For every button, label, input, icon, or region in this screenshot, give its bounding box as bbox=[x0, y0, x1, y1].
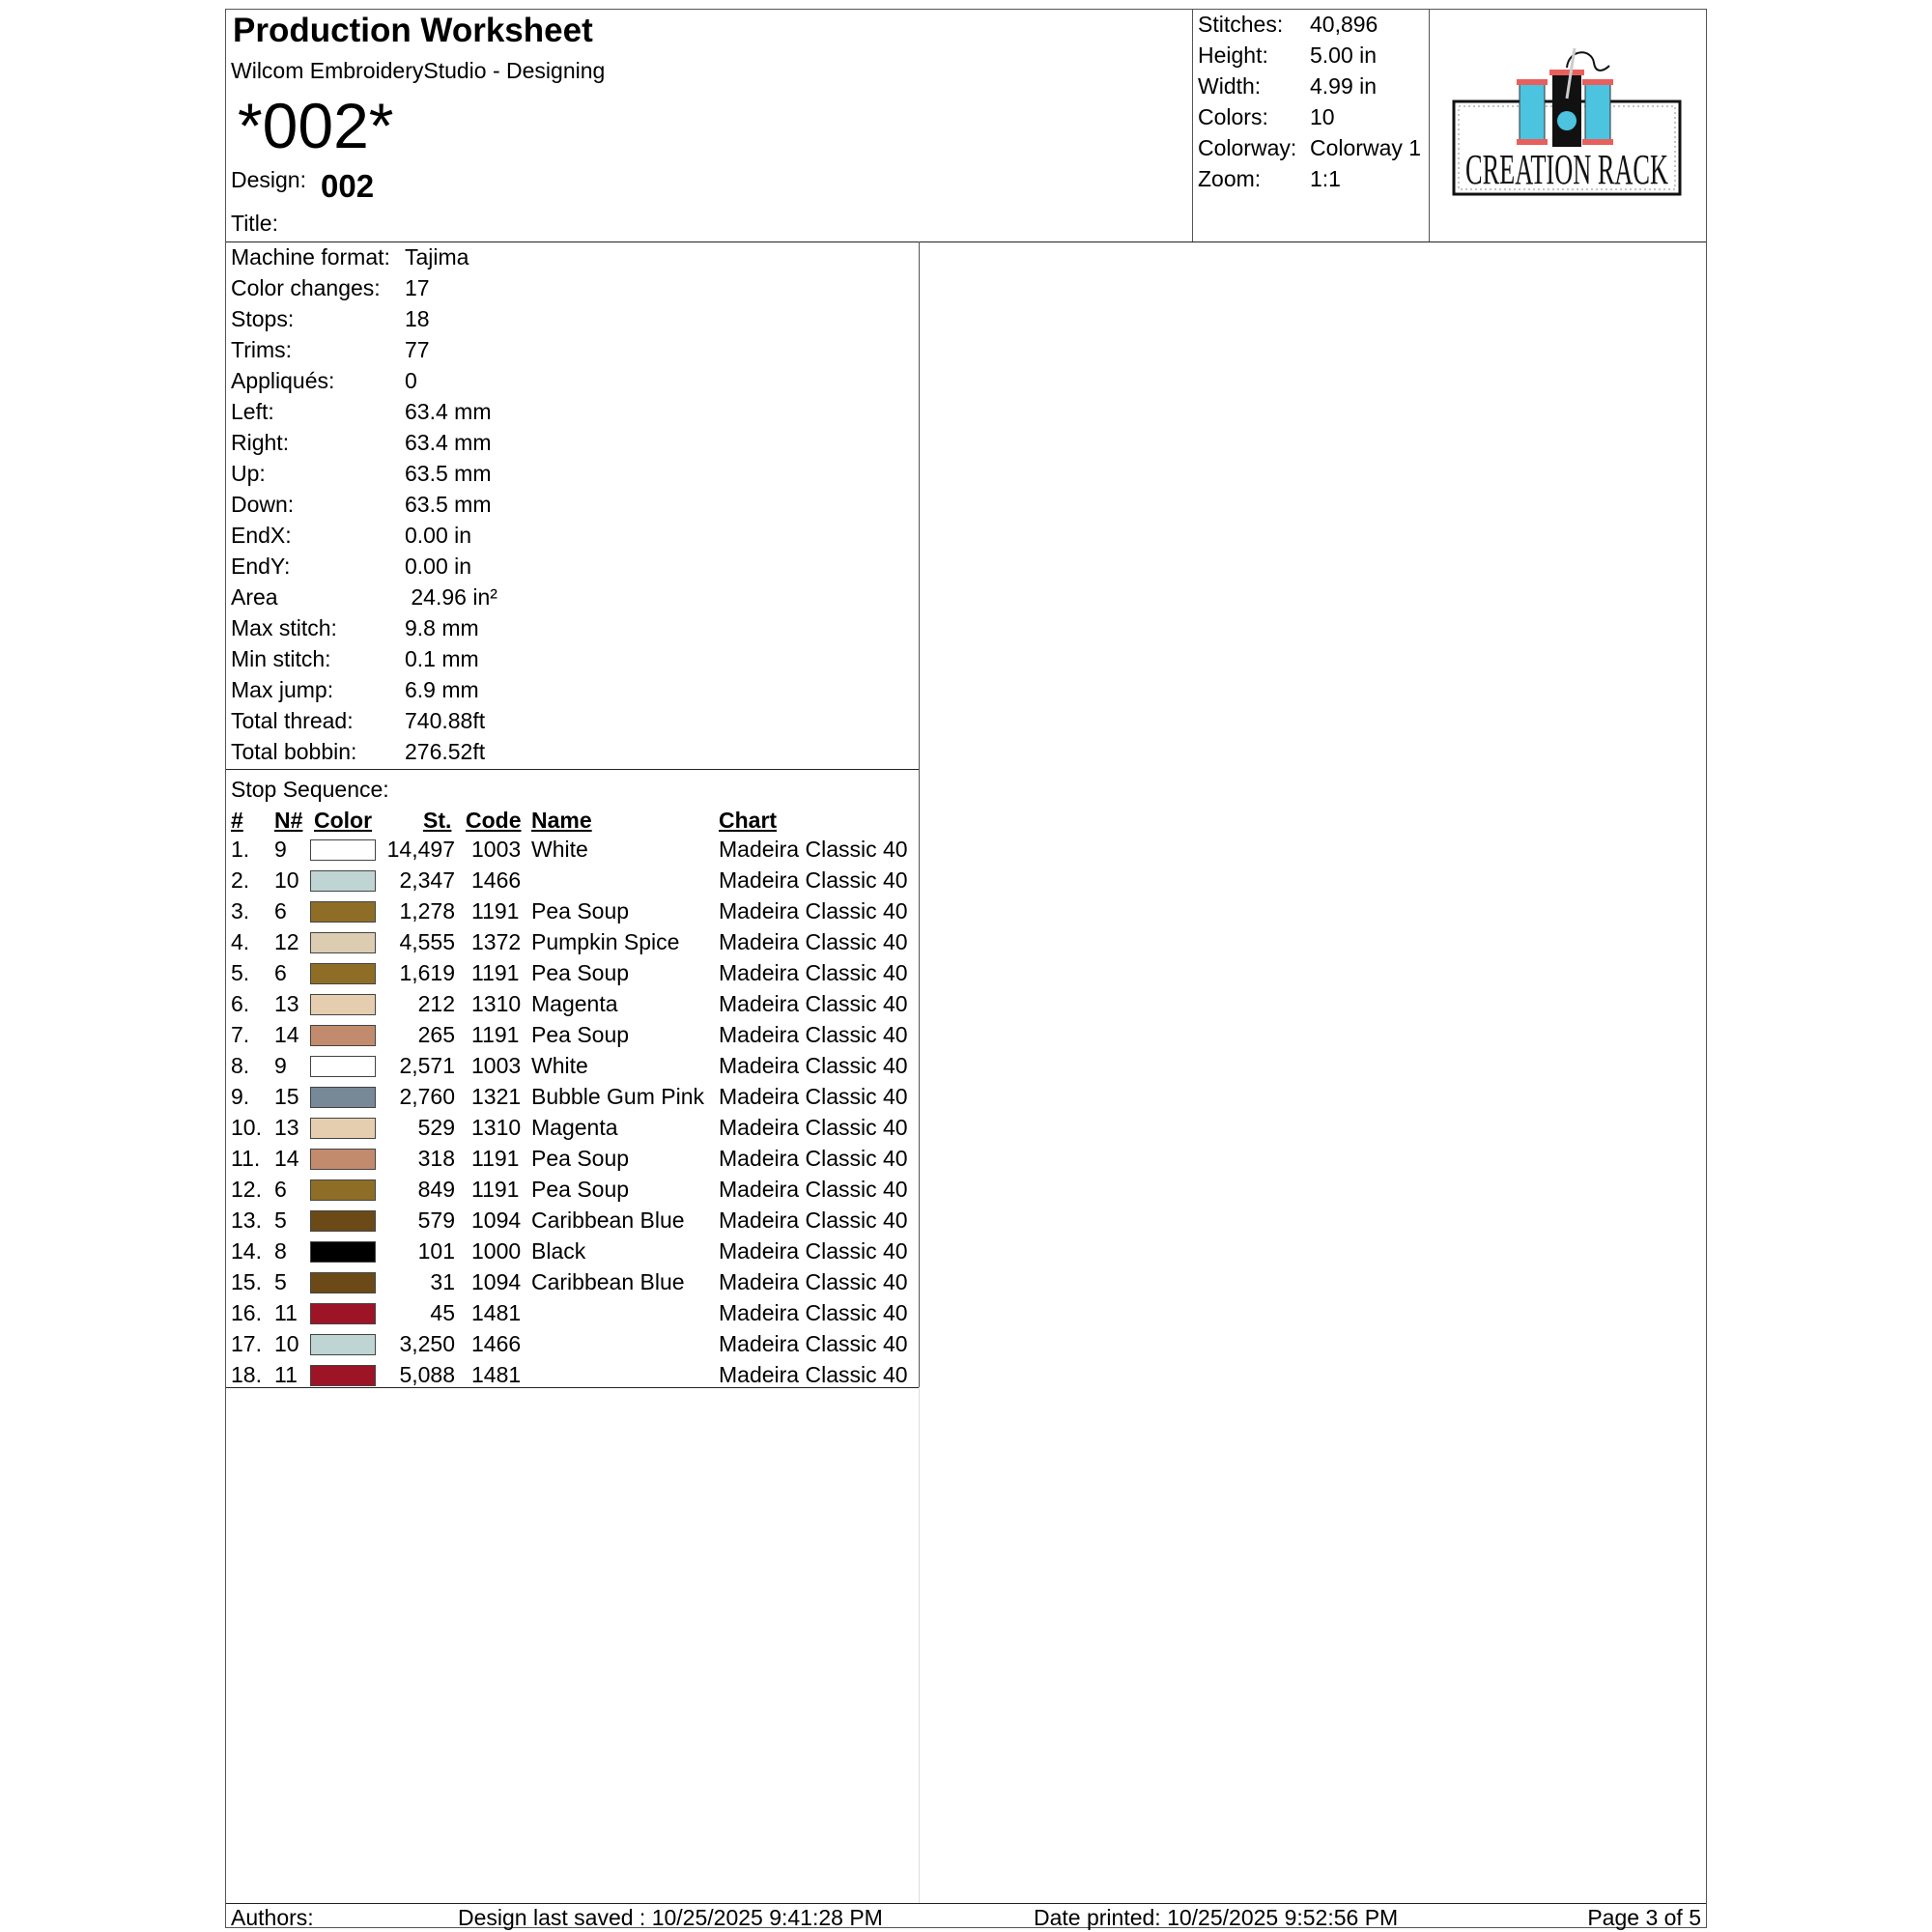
design-code-large: *002* bbox=[238, 90, 394, 161]
thread-name: Caribbean Blue bbox=[531, 1269, 685, 1294]
stop-number: 9. bbox=[231, 1084, 250, 1109]
stitch-count: 849 bbox=[417, 1177, 455, 1202]
thread-code: 1481 bbox=[471, 1362, 522, 1387]
thread-name: Magenta bbox=[531, 1115, 618, 1140]
needle-number: 9 bbox=[274, 837, 287, 862]
color-swatch bbox=[310, 1303, 376, 1324]
stitch-count: 5,088 bbox=[399, 1362, 455, 1387]
stop-row bbox=[226, 1238, 919, 1269]
stop-row bbox=[226, 1084, 919, 1115]
color-swatch bbox=[310, 1118, 376, 1139]
design-value: 002 bbox=[321, 168, 375, 204]
color-swatch bbox=[310, 1272, 376, 1293]
worksheet-title: Production Worksheet bbox=[233, 12, 593, 49]
needle-number: 11 bbox=[274, 1362, 298, 1387]
detail-row: Stops: 18 bbox=[231, 306, 430, 331]
col-header-name: Name bbox=[531, 808, 592, 833]
stop-row bbox=[226, 1146, 919, 1177]
detail-row: Down: 63.5 mm bbox=[231, 492, 492, 517]
summary-row: Width: 4.99 in bbox=[1198, 73, 1378, 99]
stitch-count: 101 bbox=[417, 1238, 455, 1264]
stop-number: 5. bbox=[231, 960, 250, 985]
stop-number: 11. bbox=[231, 1146, 261, 1171]
stop-number: 1. bbox=[231, 837, 250, 862]
thread-code: 1000 bbox=[471, 1238, 522, 1264]
thread-chart: Madeira Classic 40 bbox=[719, 1238, 908, 1264]
detail-row: Area 24.96 in² bbox=[231, 584, 497, 610]
thread-code: 1191 bbox=[471, 898, 520, 923]
detail-row: EndX: 0.00 in bbox=[231, 523, 472, 548]
design-label: Design: bbox=[231, 167, 306, 192]
thread-name: Black bbox=[531, 1238, 586, 1264]
header-design-info bbox=[226, 10, 1192, 242]
summary-row: Zoom: 1:1 bbox=[1198, 166, 1341, 191]
stop-number: 7. bbox=[231, 1022, 250, 1047]
stop-number: 14. bbox=[231, 1238, 262, 1264]
thread-chart: Madeira Classic 40 bbox=[719, 960, 908, 985]
col-header-color: Color bbox=[314, 808, 373, 833]
color-swatch bbox=[310, 870, 376, 892]
thread-code: 1191 bbox=[471, 1022, 520, 1047]
detail-row: Total bobbin: 276.52ft bbox=[231, 739, 486, 764]
stop-number: 16. bbox=[231, 1300, 262, 1325]
stitch-count: 529 bbox=[417, 1115, 455, 1140]
color-swatch bbox=[310, 1210, 376, 1232]
stop-row bbox=[226, 1208, 919, 1238]
stop-row bbox=[226, 898, 919, 929]
color-swatch bbox=[310, 994, 376, 1015]
stitch-count: 3,250 bbox=[399, 1331, 455, 1356]
color-swatch bbox=[310, 1365, 376, 1386]
thread-chart: Madeira Classic 40 bbox=[719, 1269, 908, 1294]
thread-chart: Madeira Classic 40 bbox=[719, 837, 908, 862]
stitch-count: 2,347 bbox=[399, 867, 455, 893]
thread-name: White bbox=[531, 837, 588, 862]
stop-number: 18. bbox=[231, 1362, 262, 1387]
design-preview-area bbox=[920, 242, 1706, 1903]
title-label: Title: bbox=[231, 211, 278, 236]
needle-number: 14 bbox=[274, 1146, 299, 1171]
stop-number: 12. bbox=[231, 1177, 262, 1202]
thread-chart: Madeira Classic 40 bbox=[719, 1115, 908, 1140]
thread-code: 1094 bbox=[471, 1269, 522, 1294]
worksheet-header bbox=[226, 10, 1706, 242]
detail-row: Right: 63.4 mm bbox=[231, 430, 492, 455]
color-swatch bbox=[310, 839, 376, 861]
needle-number: 5 bbox=[274, 1269, 287, 1294]
detail-row: Color changes: 17 bbox=[231, 275, 430, 300]
thread-chart: Madeira Classic 40 bbox=[719, 929, 908, 954]
col-header-code: Code bbox=[466, 808, 522, 833]
thread-name: Caribbean Blue bbox=[531, 1208, 685, 1233]
col-header-stitches: St. bbox=[423, 808, 452, 833]
blank-area bbox=[226, 1387, 920, 1903]
stitch-count: 4,555 bbox=[399, 929, 455, 954]
thread-code: 1191 bbox=[471, 960, 520, 985]
thread-chart: Madeira Classic 40 bbox=[719, 1208, 908, 1233]
detail-row: Min stitch: 0.1 mm bbox=[231, 646, 479, 671]
thread-chart: Madeira Classic 40 bbox=[719, 1022, 908, 1047]
logo-text: CREATION RACK bbox=[1465, 146, 1669, 193]
thread-code: 1466 bbox=[471, 867, 522, 893]
needle-number: 10 bbox=[274, 867, 299, 893]
thread-name: Pumpkin Spice bbox=[531, 929, 680, 954]
stop-number: 10. bbox=[231, 1115, 262, 1140]
detail-row: EndY: 0.00 in bbox=[231, 554, 472, 579]
color-swatch bbox=[310, 963, 376, 984]
detail-row: Max jump: 6.9 mm bbox=[231, 677, 479, 702]
thread-code: 1191 bbox=[471, 1146, 520, 1171]
stitch-count: 14,497 bbox=[386, 837, 455, 862]
stop-number: 6. bbox=[231, 991, 250, 1016]
stop-row bbox=[226, 837, 919, 867]
worksheet-footer bbox=[226, 1903, 1706, 1929]
color-swatch bbox=[310, 1179, 376, 1201]
needle-number: 6 bbox=[274, 1177, 287, 1202]
thread-chart: Madeira Classic 40 bbox=[719, 1362, 908, 1387]
thread-name: Magenta bbox=[531, 991, 618, 1016]
machine-details bbox=[226, 242, 920, 770]
detail-row: Total thread: 740.88ft bbox=[231, 708, 486, 733]
stop-number: 13. bbox=[231, 1208, 262, 1233]
authors-label: Authors: bbox=[231, 1905, 314, 1930]
thread-code: 1310 bbox=[471, 991, 522, 1016]
stitch-count: 45 bbox=[430, 1300, 455, 1325]
stop-row bbox=[226, 1022, 919, 1053]
color-swatch bbox=[310, 1025, 376, 1046]
application-name: Wilcom EmbroideryStudio - Designing bbox=[231, 58, 606, 83]
stitch-count: 318 bbox=[417, 1146, 455, 1171]
thread-chart: Madeira Classic 40 bbox=[719, 1053, 908, 1078]
detail-row: Trims: 77 bbox=[231, 337, 430, 362]
thread-code: 1466 bbox=[471, 1331, 522, 1356]
page-number: Page 3 of 5 bbox=[1587, 1905, 1701, 1930]
stop-sequence-label: Stop Sequence: bbox=[231, 777, 389, 802]
stop-number: 4. bbox=[231, 929, 250, 954]
stop-number: 15. bbox=[231, 1269, 262, 1294]
needle-number: 13 bbox=[274, 991, 299, 1016]
stop-sequence-table bbox=[226, 769, 920, 1388]
logo-graphic bbox=[1430, 10, 1707, 242]
thread-chart: Madeira Classic 40 bbox=[719, 898, 908, 923]
detail-row: Max stitch: 9.8 mm bbox=[231, 615, 479, 640]
summary-row: Stitches: 40,896 bbox=[1198, 12, 1378, 37]
summary-row: Colors: 10 bbox=[1198, 104, 1335, 129]
color-swatch bbox=[310, 901, 376, 923]
color-swatch bbox=[310, 1087, 376, 1108]
creation-rack-logo bbox=[1429, 10, 1707, 242]
stop-row bbox=[226, 1331, 919, 1362]
thread-name: Bubble Gum Pink bbox=[531, 1084, 704, 1109]
thread-chart: Madeira Classic 40 bbox=[719, 1300, 908, 1325]
stitch-count: 2,571 bbox=[399, 1053, 455, 1078]
needle-number: 11 bbox=[274, 1300, 298, 1325]
stop-row bbox=[226, 929, 919, 960]
needle-number: 13 bbox=[274, 1115, 299, 1140]
color-swatch bbox=[310, 1241, 376, 1263]
stitch-count: 1,278 bbox=[399, 898, 455, 923]
needle-number: 6 bbox=[274, 898, 287, 923]
needle-number: 5 bbox=[274, 1208, 287, 1233]
detail-row: Machine format: Tajima bbox=[231, 244, 469, 270]
thread-chart: Madeira Classic 40 bbox=[719, 991, 908, 1016]
detail-row: Appliqués: 0 bbox=[231, 368, 417, 393]
production-worksheet bbox=[225, 9, 1707, 1928]
thread-chart: Madeira Classic 40 bbox=[719, 867, 908, 893]
needle-number: 14 bbox=[274, 1022, 299, 1047]
thread-code: 1372 bbox=[471, 929, 522, 954]
summary-row: Height: 5.00 in bbox=[1198, 43, 1378, 68]
col-header-number: # bbox=[231, 808, 243, 833]
design-summary bbox=[1192, 10, 1430, 242]
thread-code: 1321 bbox=[471, 1084, 522, 1109]
stop-row bbox=[226, 1300, 919, 1331]
stitch-count: 212 bbox=[417, 991, 455, 1016]
stitch-count: 1,619 bbox=[399, 960, 455, 985]
stop-row bbox=[226, 1053, 919, 1084]
stitch-count: 2,760 bbox=[399, 1084, 455, 1109]
thread-chart: Madeira Classic 40 bbox=[719, 1146, 908, 1171]
thread-code: 1481 bbox=[471, 1300, 522, 1325]
color-swatch bbox=[310, 1056, 376, 1077]
detail-row: Up: 63.5 mm bbox=[231, 461, 492, 486]
needle-number: 6 bbox=[274, 960, 287, 985]
color-swatch bbox=[310, 1334, 376, 1355]
stop-row bbox=[226, 960, 919, 991]
stop-number: 17. bbox=[231, 1331, 262, 1356]
stop-number: 3. bbox=[231, 898, 250, 923]
color-swatch bbox=[310, 932, 376, 953]
stitch-count: 265 bbox=[417, 1022, 455, 1047]
thread-name: Pea Soup bbox=[531, 1146, 630, 1171]
stop-row bbox=[226, 867, 919, 898]
thread-code: 1310 bbox=[471, 1115, 522, 1140]
stitch-count: 579 bbox=[417, 1208, 455, 1233]
thread-name: Pea Soup bbox=[531, 960, 630, 985]
needle-number: 15 bbox=[274, 1084, 299, 1109]
thread-chart: Madeira Classic 40 bbox=[719, 1331, 908, 1356]
color-swatch bbox=[310, 1149, 376, 1170]
detail-row: Left: 63.4 mm bbox=[231, 399, 492, 424]
thread-chart: Madeira Classic 40 bbox=[719, 1084, 908, 1109]
stop-number: 2. bbox=[231, 867, 250, 893]
needle-number: 12 bbox=[274, 929, 299, 954]
date-printed: Date printed: 10/25/2025 9:52:56 PM bbox=[1034, 1905, 1399, 1930]
thread-code: 1191 bbox=[471, 1177, 520, 1202]
thread-code: 1003 bbox=[471, 837, 522, 862]
stop-row bbox=[226, 991, 919, 1022]
col-header-chart: Chart bbox=[719, 808, 778, 833]
stop-row bbox=[226, 1269, 919, 1300]
thread-name: White bbox=[531, 1053, 588, 1078]
needle-number: 8 bbox=[274, 1238, 287, 1264]
col-header-needle: N# bbox=[274, 808, 303, 833]
thread-name: Pea Soup bbox=[531, 1022, 630, 1047]
thread-name: Pea Soup bbox=[531, 898, 630, 923]
stitch-count: 31 bbox=[430, 1269, 455, 1294]
stop-row bbox=[226, 1177, 919, 1208]
thread-name: Pea Soup bbox=[531, 1177, 630, 1202]
thread-chart: Madeira Classic 40 bbox=[719, 1177, 908, 1202]
stop-number: 8. bbox=[231, 1053, 250, 1078]
summary-row: Colorway: Colorway 1 bbox=[1198, 135, 1422, 160]
thread-code: 1094 bbox=[471, 1208, 522, 1233]
thread-code: 1003 bbox=[471, 1053, 522, 1078]
needle-number: 9 bbox=[274, 1053, 287, 1078]
needle-number: 10 bbox=[274, 1331, 299, 1356]
design-last-saved: Design last saved : 10/25/2025 9:41:28 PM bbox=[458, 1905, 883, 1930]
stop-row bbox=[226, 1115, 919, 1146]
